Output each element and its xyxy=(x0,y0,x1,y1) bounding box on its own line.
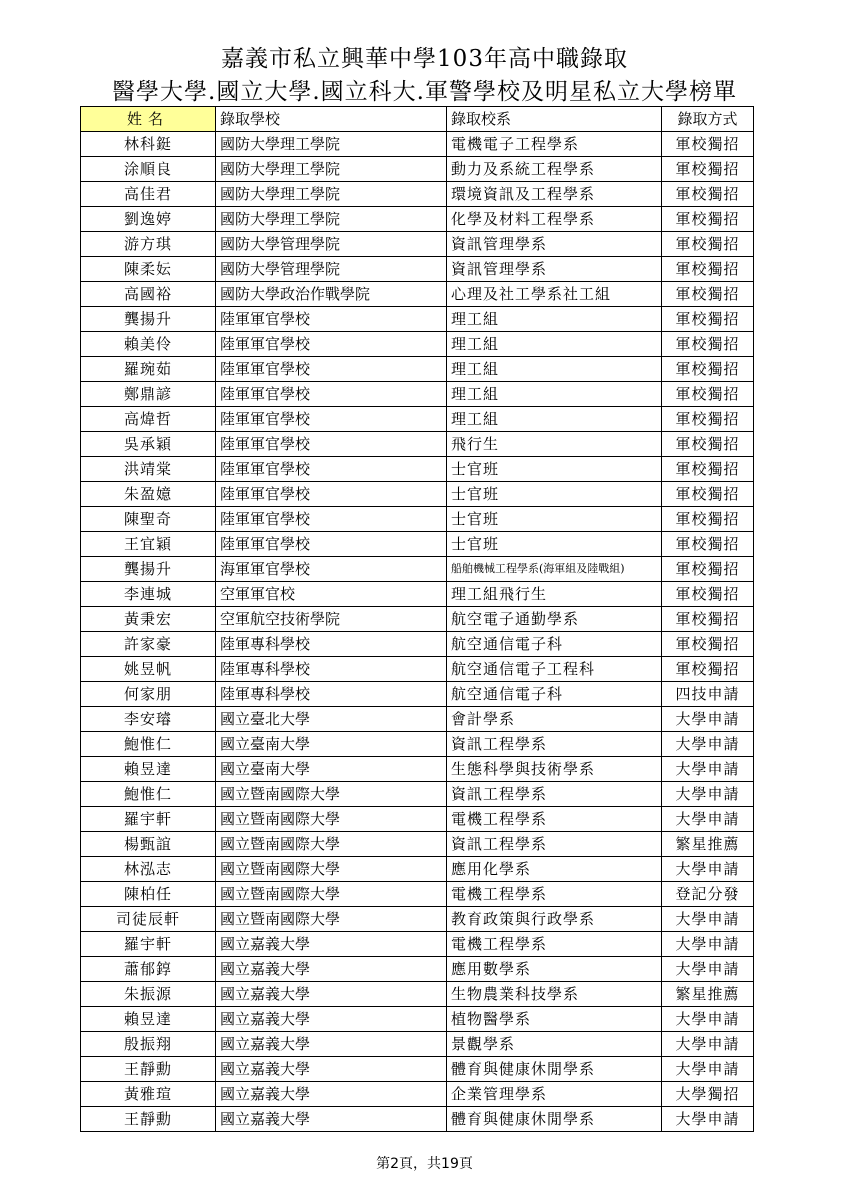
cell-school: 國立嘉義大學 xyxy=(216,1107,447,1132)
cell-department: 應用化學系 xyxy=(447,857,662,882)
table-row xyxy=(81,732,754,757)
cell-name: 高煒哲 xyxy=(81,407,216,432)
cell-school: 陸軍軍官學校 xyxy=(216,382,447,407)
cell-department: 心理及社工學系社工組 xyxy=(447,282,662,307)
cell-department: 理工組 xyxy=(447,357,662,382)
cell-department: 航空通信電子科 xyxy=(447,632,662,657)
cell-school: 國立暨南國際大學 xyxy=(216,807,447,832)
cell-method: 軍校獨招 xyxy=(662,407,754,432)
table-row xyxy=(81,382,754,407)
cell-school: 國立暨南國際大學 xyxy=(216,832,447,857)
table-row xyxy=(81,132,754,157)
cell-school: 海軍軍官學校 xyxy=(216,557,447,582)
cell-department: 生物農業科技學系 xyxy=(447,982,662,1007)
cell-school: 國立臺北大學 xyxy=(216,707,447,732)
cell-name: 陳聖奇 xyxy=(81,507,216,532)
cell-department: 化學及材料工程學系 xyxy=(447,207,662,232)
cell-department: 理工組 xyxy=(447,332,662,357)
cell-school: 陸軍軍官學校 xyxy=(216,532,447,557)
cell-school: 國防大學理工學院 xyxy=(216,157,447,182)
cell-department: 電機電子工程學系 xyxy=(447,132,662,157)
cell-name: 涂順良 xyxy=(81,157,216,182)
cell-name: 鄭鼎諺 xyxy=(81,382,216,407)
cell-name: 蕭郁錞 xyxy=(81,957,216,982)
cell-method: 軍校獨招 xyxy=(662,332,754,357)
cell-school: 國防大學政治作戰學院 xyxy=(216,282,447,307)
cell-department: 資訊工程學系 xyxy=(447,782,662,807)
table-row xyxy=(81,982,754,1007)
table-row xyxy=(81,657,754,682)
cell-name: 王靜勳 xyxy=(81,1107,216,1132)
table-row xyxy=(81,332,754,357)
table-row xyxy=(81,957,754,982)
cell-department: 體育與健康休閒學系 xyxy=(447,1057,662,1082)
cell-method: 大學申請 xyxy=(662,957,754,982)
cell-method: 軍校獨招 xyxy=(662,307,754,332)
cell-school: 國立嘉義大學 xyxy=(216,1082,447,1107)
table-row xyxy=(81,907,754,932)
cell-method: 軍校獨招 xyxy=(662,632,754,657)
cell-department: 教育政策與行政學系 xyxy=(447,907,662,932)
cell-name: 賴美伶 xyxy=(81,332,216,357)
cell-department: 環境資訊及工程學系 xyxy=(447,182,662,207)
cell-department: 資訊工程學系 xyxy=(447,732,662,757)
cell-department: 船舶機械工程學系(海軍組及陸戰組) xyxy=(447,557,662,582)
table-row xyxy=(81,607,754,632)
cell-method: 大學申請 xyxy=(662,907,754,932)
cell-method: 繁星推薦 xyxy=(662,982,754,1007)
cell-name: 王宜穎 xyxy=(81,532,216,557)
cell-name: 殷振翔 xyxy=(81,1032,216,1057)
cell-name: 陳柔妘 xyxy=(81,257,216,282)
table-row xyxy=(81,757,754,782)
cell-school: 國防大學管理學院 xyxy=(216,257,447,282)
cell-name: 司徒辰軒 xyxy=(81,907,216,932)
table-row xyxy=(81,932,754,957)
cell-method: 軍校獨招 xyxy=(662,207,754,232)
cell-method: 軍校獨招 xyxy=(662,557,754,582)
cell-method: 大學申請 xyxy=(662,807,754,832)
table-row xyxy=(81,807,754,832)
cell-school: 陸軍軍官學校 xyxy=(216,357,447,382)
cell-school: 國立嘉義大學 xyxy=(216,932,447,957)
cell-method: 軍校獨招 xyxy=(662,382,754,407)
cell-method: 大學申請 xyxy=(662,857,754,882)
cell-name: 羅琬茹 xyxy=(81,357,216,382)
table-row xyxy=(81,782,754,807)
cell-method: 軍校獨招 xyxy=(662,157,754,182)
cell-name: 王靜勳 xyxy=(81,1057,216,1082)
cell-department: 士官班 xyxy=(447,532,662,557)
cell-school: 國防大學理工學院 xyxy=(216,182,447,207)
cell-name: 洪靖棠 xyxy=(81,457,216,482)
cell-name: 林泓志 xyxy=(81,857,216,882)
cell-name: 賴昱達 xyxy=(81,1007,216,1032)
cell-method: 大學申請 xyxy=(662,1057,754,1082)
cell-school: 國防大學管理學院 xyxy=(216,232,447,257)
cell-department: 植物醫學系 xyxy=(447,1007,662,1032)
cell-name: 何家朋 xyxy=(81,682,216,707)
cell-school: 陸軍專科學校 xyxy=(216,682,447,707)
table-row xyxy=(81,257,754,282)
cell-school: 陸軍軍官學校 xyxy=(216,507,447,532)
cell-school: 國立臺南大學 xyxy=(216,757,447,782)
cell-name: 楊甄誼 xyxy=(81,832,216,857)
cell-department: 飛行生 xyxy=(447,432,662,457)
cell-school: 國立臺南大學 xyxy=(216,732,447,757)
table-row xyxy=(81,432,754,457)
table-header-row xyxy=(81,107,754,132)
cell-name: 黃雅瑄 xyxy=(81,1082,216,1107)
admission-table xyxy=(80,106,754,1132)
page-number: 第2頁，共19頁 xyxy=(376,1156,473,1172)
table-row xyxy=(81,282,754,307)
table-body xyxy=(81,132,754,1132)
cell-method: 大學申請 xyxy=(662,732,754,757)
table-row xyxy=(81,1082,754,1107)
cell-department: 電機工程學系 xyxy=(447,932,662,957)
table-row xyxy=(81,832,754,857)
cell-department: 理工組 xyxy=(447,407,662,432)
cell-method: 軍校獨招 xyxy=(662,482,754,507)
page-subtitle: 醫學大學.國立大學.國立科大.軍警學校及明星私立大學榜單 xyxy=(112,79,737,105)
cell-school: 陸軍軍官學校 xyxy=(216,432,447,457)
cell-method: 軍校獨招 xyxy=(662,607,754,632)
cell-school: 國立暨南國際大學 xyxy=(216,857,447,882)
cell-method: 登記分發 xyxy=(662,882,754,907)
cell-method: 軍校獨招 xyxy=(662,182,754,207)
cell-name: 黃秉宏 xyxy=(81,607,216,632)
column-header-method: 錄取方式 xyxy=(662,107,754,132)
cell-name: 羅宇軒 xyxy=(81,932,216,957)
table-row xyxy=(81,1032,754,1057)
table-row xyxy=(81,507,754,532)
table-row xyxy=(81,207,754,232)
cell-name: 賴昱達 xyxy=(81,757,216,782)
table-row xyxy=(81,857,754,882)
cell-name: 朱振源 xyxy=(81,982,216,1007)
cell-method: 大學申請 xyxy=(662,932,754,957)
cell-method: 軍校獨招 xyxy=(662,532,754,557)
cell-department: 資訊工程學系 xyxy=(447,832,662,857)
cell-name: 朱盈嬑 xyxy=(81,482,216,507)
column-header-school: 錄取學校 xyxy=(216,107,447,132)
cell-school: 國立暨南國際大學 xyxy=(216,782,447,807)
cell-department: 電機工程學系 xyxy=(447,807,662,832)
cell-school: 國防大學理工學院 xyxy=(216,132,447,157)
cell-department: 會計學系 xyxy=(447,707,662,732)
cell-department: 資訊管理學系 xyxy=(447,257,662,282)
cell-name: 鮑惟仁 xyxy=(81,782,216,807)
cell-method: 軍校獨招 xyxy=(662,457,754,482)
cell-method: 大學申請 xyxy=(662,757,754,782)
cell-method: 大學申請 xyxy=(662,1107,754,1132)
cell-school: 陸軍軍官學校 xyxy=(216,407,447,432)
cell-school: 國立嘉義大學 xyxy=(216,982,447,1007)
column-header-name: 姓名 xyxy=(81,107,216,132)
table-row xyxy=(81,532,754,557)
cell-method: 軍校獨招 xyxy=(662,582,754,607)
cell-department: 體育與健康休閒學系 xyxy=(447,1107,662,1132)
cell-method: 四技申請 xyxy=(662,682,754,707)
table-row xyxy=(81,182,754,207)
cell-method: 軍校獨招 xyxy=(662,507,754,532)
table-row xyxy=(81,557,754,582)
cell-name: 鮑惟仁 xyxy=(81,732,216,757)
cell-department: 企業管理學系 xyxy=(447,1082,662,1107)
cell-method: 軍校獨招 xyxy=(662,257,754,282)
page-title: 嘉義市私立興華中學103年高中職錄取 xyxy=(221,46,628,72)
cell-school: 陸軍軍官學校 xyxy=(216,332,447,357)
cell-department: 理工組 xyxy=(447,307,662,332)
cell-school: 國立嘉義大學 xyxy=(216,1057,447,1082)
table-row xyxy=(81,307,754,332)
cell-name: 游方琪 xyxy=(81,232,216,257)
cell-department: 士官班 xyxy=(447,482,662,507)
cell-name: 陳柏任 xyxy=(81,882,216,907)
cell-name: 龔揚升 xyxy=(81,557,216,582)
cell-department: 生態科學與技術學系 xyxy=(447,757,662,782)
cell-school: 陸軍軍官學校 xyxy=(216,307,447,332)
cell-department: 航空通信電子工程科 xyxy=(447,657,662,682)
cell-department: 航空通信電子科 xyxy=(447,682,662,707)
cell-school: 國立暨南國際大學 xyxy=(216,907,447,932)
cell-name: 李連城 xyxy=(81,582,216,607)
table-row xyxy=(81,1057,754,1082)
cell-school: 國立嘉義大學 xyxy=(216,957,447,982)
table-row xyxy=(81,482,754,507)
cell-school: 陸軍專科學校 xyxy=(216,657,447,682)
cell-name: 許家豪 xyxy=(81,632,216,657)
cell-method: 軍校獨招 xyxy=(662,132,754,157)
cell-method: 繁星推薦 xyxy=(662,832,754,857)
cell-name: 龔揚升 xyxy=(81,307,216,332)
cell-school: 國立嘉義大學 xyxy=(216,1032,447,1057)
cell-name: 羅宇軒 xyxy=(81,807,216,832)
column-header-department: 錄取校系 xyxy=(447,107,662,132)
cell-department: 士官班 xyxy=(447,457,662,482)
cell-method: 軍校獨招 xyxy=(662,432,754,457)
cell-school: 國防大學理工學院 xyxy=(216,207,447,232)
cell-method: 大學申請 xyxy=(662,707,754,732)
cell-department: 動力及系統工程學系 xyxy=(447,157,662,182)
cell-school: 陸軍軍官學校 xyxy=(216,457,447,482)
cell-name: 劉逸婷 xyxy=(81,207,216,232)
cell-method: 大學獨招 xyxy=(662,1082,754,1107)
cell-name: 李安璿 xyxy=(81,707,216,732)
cell-method: 大學申請 xyxy=(662,1032,754,1057)
cell-department: 應用數學系 xyxy=(447,957,662,982)
cell-department: 航空電子通勤學系 xyxy=(447,607,662,632)
cell-method: 軍校獨招 xyxy=(662,657,754,682)
table-row xyxy=(81,632,754,657)
cell-school: 國立暨南國際大學 xyxy=(216,882,447,907)
cell-school: 陸軍專科學校 xyxy=(216,632,447,657)
cell-department: 電機工程學系 xyxy=(447,882,662,907)
table-row xyxy=(81,1007,754,1032)
cell-school: 空軍軍官校 xyxy=(216,582,447,607)
cell-name: 吳承穎 xyxy=(81,432,216,457)
cell-method: 軍校獨招 xyxy=(662,357,754,382)
table-row xyxy=(81,407,754,432)
cell-method: 軍校獨招 xyxy=(662,282,754,307)
cell-name: 高國裕 xyxy=(81,282,216,307)
cell-school: 陸軍軍官學校 xyxy=(216,482,447,507)
table-row xyxy=(81,707,754,732)
table-row xyxy=(81,682,754,707)
cell-name: 高佳君 xyxy=(81,182,216,207)
cell-department: 資訊管理學系 xyxy=(447,232,662,257)
table-row xyxy=(81,457,754,482)
table-row xyxy=(81,157,754,182)
cell-department: 理工組 xyxy=(447,382,662,407)
table-row xyxy=(81,357,754,382)
cell-method: 大學申請 xyxy=(662,1007,754,1032)
cell-school: 空軍航空技術學院 xyxy=(216,607,447,632)
cell-method: 軍校獨招 xyxy=(662,232,754,257)
cell-department: 士官班 xyxy=(447,507,662,532)
table-row xyxy=(81,1107,754,1132)
cell-department: 景觀學系 xyxy=(447,1032,662,1057)
table-row xyxy=(81,232,754,257)
cell-school: 國立嘉義大學 xyxy=(216,1007,447,1032)
cell-method: 大學申請 xyxy=(662,782,754,807)
table-row xyxy=(81,882,754,907)
table-row xyxy=(81,582,754,607)
cell-department: 理工組飛行生 xyxy=(447,582,662,607)
cell-name: 姚昱帆 xyxy=(81,657,216,682)
cell-name: 林科鋌 xyxy=(81,132,216,157)
